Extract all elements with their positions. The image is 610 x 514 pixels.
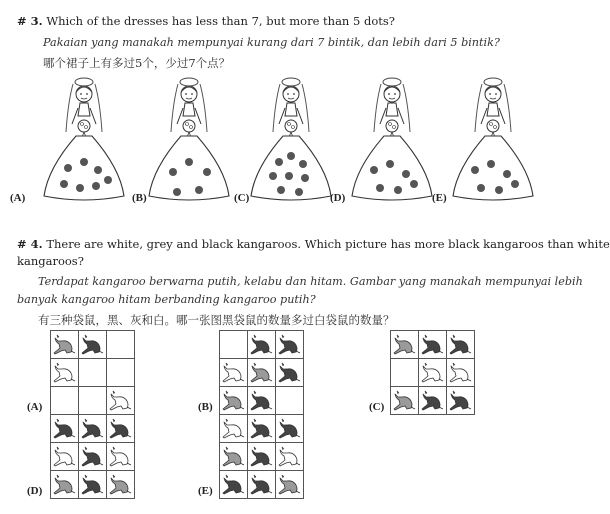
dress-dot [269, 172, 277, 180]
kangaroo-grid[interactable] [219, 330, 304, 415]
black-kangaroo-icon [420, 332, 445, 357]
dress-dot [277, 186, 285, 194]
q3-text-zh: 哪个裙子上有多过5个，少过7个点？ [43, 56, 231, 70]
white-kangaroo-icon [52, 444, 77, 469]
grey-kangaroo-icon [52, 332, 77, 357]
black-kangaroo-icon [249, 332, 274, 357]
dress-dot [203, 168, 211, 176]
grid-cell [220, 331, 248, 359]
grid-cell [391, 331, 419, 359]
grid-cell [248, 415, 276, 443]
dress-illustration[interactable] [245, 72, 337, 202]
grey-kangaroo-icon [392, 388, 417, 413]
black-kangaroo-icon [80, 472, 105, 497]
grid-cell [79, 387, 107, 415]
dress-dot [386, 160, 394, 168]
black-kangaroo-icon [277, 360, 302, 385]
q4-option-label[interactable]: (A) [27, 401, 43, 413]
dress-dot [60, 180, 68, 188]
grid-cell [248, 387, 276, 415]
white-kangaroo-icon [448, 360, 473, 385]
grid-cell [220, 443, 248, 471]
q3-text-ms: Pakaian yang manakah mempunyai kurang dari 7 bintik, dan lebih dari 5 bintik? [43, 36, 500, 49]
black-kangaroo-icon [249, 388, 274, 413]
black-kangaroo-icon [448, 388, 473, 413]
grid-cell [51, 387, 79, 415]
dress-dot [275, 158, 283, 166]
grid-cell [391, 359, 419, 387]
white-kangaroo-icon [108, 444, 133, 469]
grid-cell [107, 387, 135, 415]
grey-kangaroo-icon [108, 472, 133, 497]
dress-dot [169, 168, 177, 176]
grid-cell [276, 443, 304, 471]
grid-cell [79, 359, 107, 387]
grid-cell [220, 387, 248, 415]
grid-cell [51, 415, 79, 443]
white-kangaroo-icon [108, 388, 133, 413]
q4-text-zh: 有三种袋鼠，黑、灰和白。哪一张图黑袋鼠的数量多过白袋鼠的数量？ [38, 313, 395, 327]
grid-cell [276, 359, 304, 387]
dress-dot [92, 182, 100, 190]
grid-cell [107, 471, 135, 499]
dress-illustration[interactable] [346, 72, 438, 202]
black-kangaroo-icon [80, 416, 105, 441]
black-kangaroo-icon [249, 472, 274, 497]
dress-dot [76, 184, 84, 192]
q4-text-en-1 [17, 237, 610, 251]
white-kangaroo-icon [221, 360, 246, 385]
grey-kangaroo-icon [221, 388, 246, 413]
grid-cell [79, 415, 107, 443]
dress-dot [64, 164, 72, 172]
q3-option-label[interactable]: (B) [132, 192, 147, 204]
white-kangaroo-icon [52, 360, 77, 385]
grid-cell [79, 443, 107, 471]
grid-cell [447, 387, 475, 415]
black-kangaroo-icon [221, 472, 246, 497]
grid-cell [276, 415, 304, 443]
dress-illustration[interactable] [143, 72, 235, 202]
grey-kangaroo-icon [221, 444, 246, 469]
grid-cell [447, 359, 475, 387]
kangaroo-grid[interactable] [50, 330, 135, 415]
grey-kangaroo-icon [392, 332, 417, 357]
grey-kangaroo-icon [249, 360, 274, 385]
grid-cell [107, 443, 135, 471]
grid-cell [248, 471, 276, 499]
q4-option-label[interactable]: (D) [27, 485, 43, 497]
q3-question-en: Which of the dresses has less than 7, but more than 5 dots? [46, 14, 395, 28]
grid-cell [248, 443, 276, 471]
grid-cell [276, 471, 304, 499]
q4-option-label[interactable]: (E) [198, 485, 213, 497]
dress-dot [301, 174, 309, 182]
grey-kangaroo-icon [52, 472, 77, 497]
black-kangaroo-icon [80, 444, 105, 469]
dress-dot [185, 158, 193, 166]
black-kangaroo-icon [249, 416, 274, 441]
black-kangaroo-icon [448, 332, 473, 357]
grid-cell [79, 471, 107, 499]
q4-text-ms-1: Terdapat kangaroo berwarna putih, kelabu dan hitam. Gambar yang manakah mempunyai lebih [38, 275, 583, 288]
q4-option-label[interactable]: (B) [198, 401, 213, 413]
dress-dot [487, 160, 495, 168]
black-kangaroo-icon [249, 444, 274, 469]
dress-dot [295, 188, 303, 196]
black-kangaroo-icon [108, 416, 133, 441]
grid-cell [248, 331, 276, 359]
kangaroo-grid[interactable] [50, 414, 135, 499]
grid-cell [419, 387, 447, 415]
q4-option-label[interactable]: (C) [369, 401, 385, 413]
grid-cell [79, 331, 107, 359]
dress-dot [477, 184, 485, 192]
dress-dot [370, 166, 378, 174]
dress-dot [511, 180, 519, 188]
q3-text-en [17, 14, 395, 28]
dress-dot [173, 188, 181, 196]
grid-cell [51, 443, 79, 471]
dress-dot [80, 158, 88, 166]
black-kangaroo-icon [277, 416, 302, 441]
q3-option-label[interactable]: (C) [234, 192, 250, 204]
black-kangaroo-icon [420, 388, 445, 413]
dress-dot [471, 166, 479, 174]
q4-number: # 4. [17, 237, 43, 251]
kangaroo-grid[interactable] [219, 414, 304, 499]
grid-cell [107, 359, 135, 387]
dress-dot [299, 160, 307, 168]
grid-cell [419, 331, 447, 359]
dress-dot [287, 152, 295, 160]
dress-dot [195, 186, 203, 194]
grid-cell [276, 387, 304, 415]
grid-cell [276, 331, 304, 359]
grid-cell [51, 331, 79, 359]
grid-cell [220, 415, 248, 443]
q4-text-ms-2: banyak kangaroo hitam berbanding kangaroo putih? [17, 293, 316, 306]
grid-cell [51, 471, 79, 499]
grid-cell [248, 359, 276, 387]
q3-number: # 3. [17, 14, 43, 28]
dress-dot [394, 186, 402, 194]
grid-cell [220, 359, 248, 387]
dress-illustration[interactable] [38, 72, 130, 202]
white-kangaroo-icon [277, 444, 302, 469]
grid-cell [220, 471, 248, 499]
white-kangaroo-icon [420, 360, 445, 385]
grey-kangaroo-icon [277, 472, 302, 497]
kangaroo-grid[interactable] [390, 330, 475, 415]
dress-dot [376, 184, 384, 192]
grid-cell [107, 415, 135, 443]
black-kangaroo-icon [277, 332, 302, 357]
black-kangaroo-icon [80, 332, 105, 357]
dress-dot [402, 170, 410, 178]
grid-cell [391, 387, 419, 415]
dress-dot [285, 172, 293, 180]
dress-dot [495, 186, 503, 194]
q3-option-label[interactable]: (D) [330, 192, 346, 204]
dress-dot [104, 176, 112, 184]
black-kangaroo-icon [52, 416, 77, 441]
q4-question-en-1: There are white, grey and black kangaroos. Which picture has more black kangaroos than white [46, 237, 610, 251]
dress-dot [94, 166, 102, 174]
grid-cell [419, 359, 447, 387]
grid-cell [51, 359, 79, 387]
grid-cell [447, 331, 475, 359]
q3-option-label[interactable]: (E) [432, 192, 447, 204]
white-kangaroo-icon [221, 416, 246, 441]
dress-dot [503, 170, 511, 178]
grid-cell [107, 331, 135, 359]
q4-text-en-2: kangaroos? [17, 254, 84, 268]
q3-option-label[interactable]: (A) [10, 192, 26, 204]
dress-dot [410, 180, 418, 188]
dress-illustration[interactable] [447, 72, 539, 202]
